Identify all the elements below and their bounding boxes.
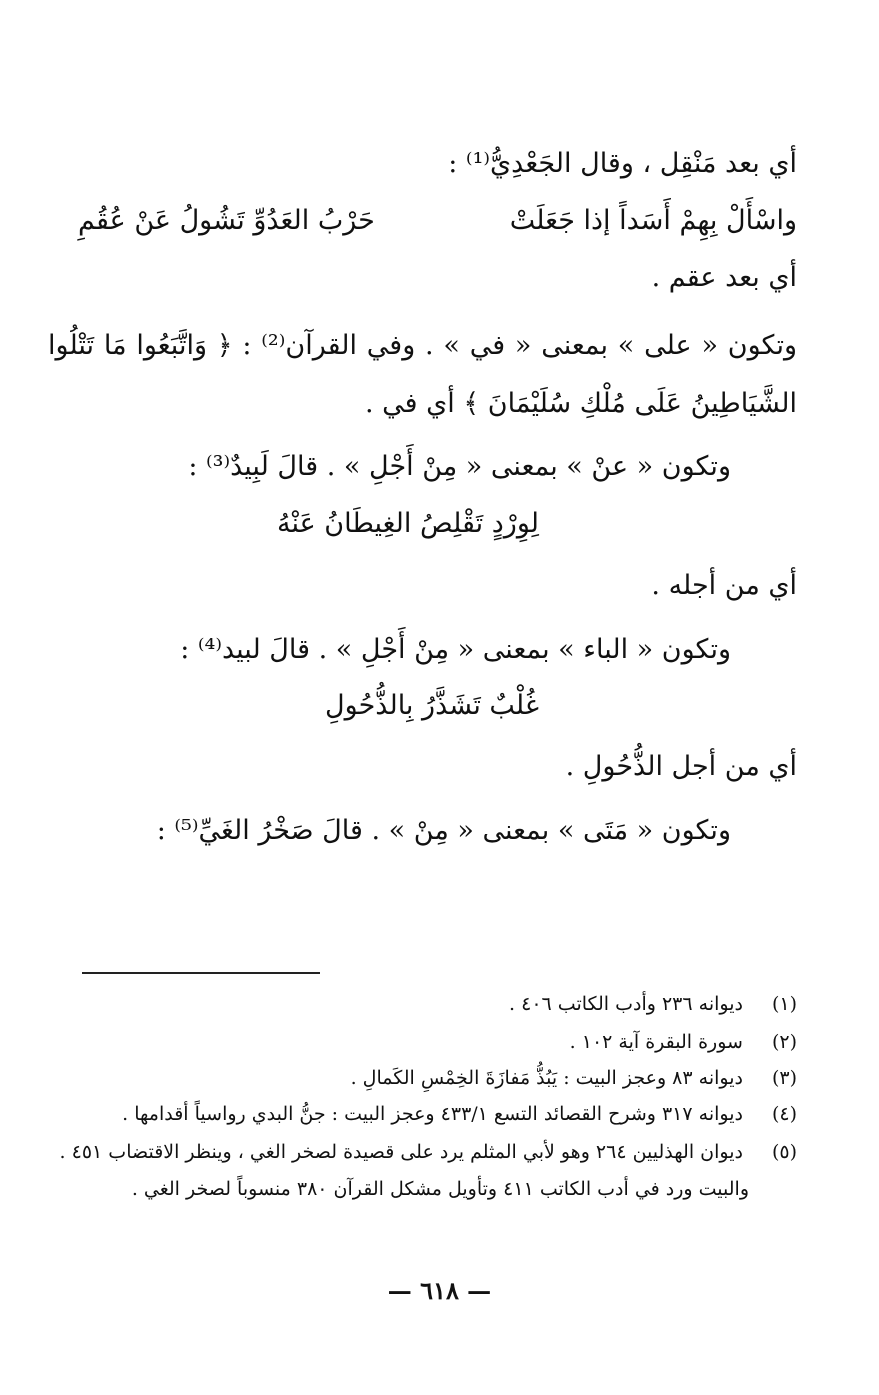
footnote-5-continuation: والبيت ورد في أدب الكاتب ٤١١ وتأويل مشكل القرآن ٣٨٠ منسوباً لصخر الغي . [131, 1178, 749, 1200]
footnote-1-number: (١) [771, 993, 797, 1015]
verse-1-hemistich-left: حَرْبُ العَدُوِّ تَشُولُ عَنْ عُقُمِ [78, 205, 375, 236]
footnote-separator [82, 972, 320, 974]
page-number: — ٦١٨ — [387, 1276, 492, 1305]
footnote-5-number: (٥) [771, 1141, 797, 1163]
text-line-6: وتكون « عنْ » بمعنى « مِنْ أَجْلِ » . قالَ لَبِيدٌ⁽³⁾ : [188, 451, 731, 482]
footnote-3 [42, 1069, 797, 1088]
verse-line-10: غُلْبٌ تَشَذَّرُ بِالذُّحُولِ [325, 690, 539, 721]
text-line-3: أي بعد عقم . [651, 262, 797, 293]
footnote-2 [42, 1033, 797, 1052]
text-line-4: وتكون « على » بمعنى « في » . وفي القرآن⁽²⁾ : ﴿ وَاتَّبَعُوا مَا تَتْلُوا [48, 330, 797, 361]
text-line-5: الشَّيَاطِينُ عَلَى مُلْكِ سُلَيْمَانَ ﴾ أي في . [365, 388, 797, 419]
text-line-8: أي من أجله . [651, 570, 797, 601]
footnote-1-text: ديوانه ٢٣٦ وأدب الكاتب ٤٠٦ . [509, 993, 743, 1015]
text-line-9: وتكون « الباء » بمعنى « مِنْ أَجْلِ » . قالَ لبيد⁽⁴⁾ : [180, 634, 731, 665]
footnote-2-number: (٢) [771, 1031, 797, 1053]
footnote-4-text: ديوانه ٣١٧ وشرح القصائد التسع ٤٣٣/١ وعجز البيت : جنُّ البدي رواسياً أقدامها . [122, 1103, 743, 1125]
text-line-1: أي بعد مَنْقِل ، وقال الجَعْدِيُّ⁽¹⁾ : [448, 148, 797, 179]
footnote-2-text: سورة البقرة آية ١٠٢ . [569, 1031, 743, 1053]
footnote-3-text: ديوانه ٨٣ وعجز البيت : يَبُذُّ مَفازَةَ الخِمْسِ الكَمالِ . [350, 1067, 743, 1089]
text-line-12: وتكون « مَتَى » بمعنى « مِنْ » . قالَ صَخْرُ الغَيِّ⁽⁵⁾ : [156, 815, 731, 846]
text-line-11: أي من أجل الذُّحُولِ . [565, 751, 797, 782]
footnote-3-number: (٣) [771, 1067, 797, 1089]
footnote-4-number: (٤) [771, 1103, 797, 1125]
verse-1-hemistich-right: واسْأَلْ بِهِمْ أَسَداً إذا جَعَلَتْ [509, 205, 797, 236]
footnote-5-text: ديوان الهذليين ٢٦٤ وهو لأبي المثلم يرد على قصيدة لصخر الغي ، وينظر الاقتضاب ٤٥١ . [59, 1141, 743, 1163]
footnote-4 [42, 1105, 797, 1124]
footnote-5 [42, 1143, 797, 1162]
footnote-1 [42, 995, 797, 1014]
verse-line-7: لِوِرْدٍ تَقْلِصُ الغِيطَانُ عَنْهُ [276, 508, 539, 539]
